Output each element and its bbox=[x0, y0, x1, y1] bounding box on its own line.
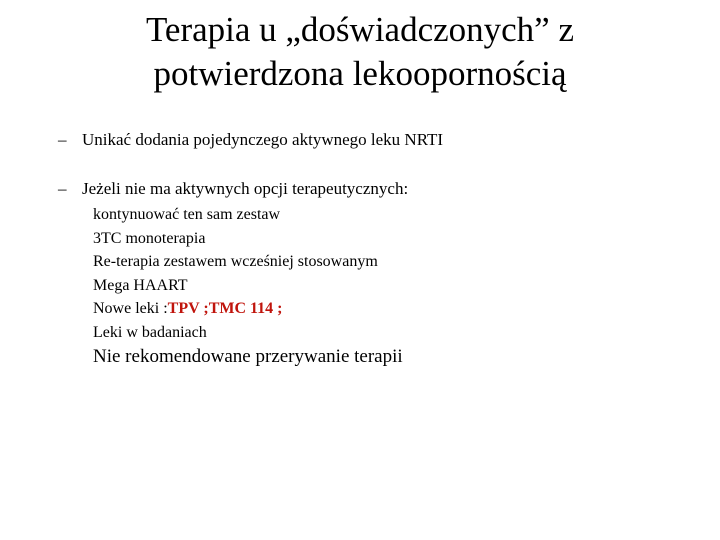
new-drugs-label: Nowe leki : bbox=[93, 300, 168, 318]
option-mega-haart: Mega HAART bbox=[93, 276, 188, 294]
slide-title bbox=[40, 8, 680, 96]
bullet-no-options bbox=[58, 178, 408, 200]
new-drugs-names: TPV ;TMC 114 ; bbox=[167, 300, 283, 318]
option-no-interruption: Nie rekomendowane przerywanie terapii bbox=[93, 346, 403, 367]
option-continue-regimen: kontynuować ten sam zestaw bbox=[93, 206, 281, 223]
bullet-dash: – bbox=[58, 130, 67, 149]
option-re-therapy: Re-terapia zestawem wcześniej stosowanym bbox=[93, 253, 378, 271]
title-line-1: Terapia u „doświadczonych” z bbox=[145, 10, 575, 49]
bullet-avoid-nrti bbox=[58, 129, 443, 151]
title-line-2: potwierdzona lekoopornością bbox=[153, 54, 567, 93]
option-new-drugs bbox=[93, 297, 378, 321]
option-3tc-monotherapy: 3TC monoterapia bbox=[93, 229, 206, 247]
option-trial-drugs: Leki w badaniach bbox=[93, 323, 207, 341]
therapy-options-list bbox=[93, 203, 378, 345]
bullet-text: Unikać dodania pojedynczego aktywnego leku NRTI bbox=[82, 130, 444, 149]
bullet-text: Jeżeli nie ma aktywnych opcji terapeutycznych: bbox=[82, 179, 409, 198]
bullet-dash: – bbox=[58, 179, 67, 198]
